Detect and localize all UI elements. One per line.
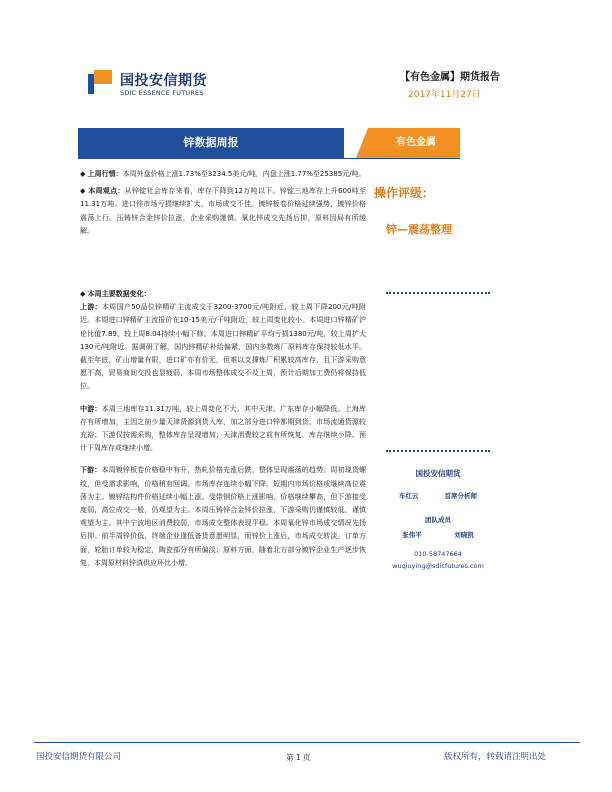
- footer-rights: 版权所有，转载请注明出处: [444, 752, 547, 762]
- view-text: 从锌锭社会库存来看，库存下降到12万吨以下。锌锭三地库存上升600吨至11.31万吨。进口锌市场亏损继续扩大，市场成交不佳。镀锌板卷价格延续强势，镀锌价格震荡上行。压铸锌合金锌价拉涨，企业采购谨慎。氧化锌成交先扬后抑，原料因局有所缓解。: [80, 187, 367, 235]
- company-name-en: SDIC ESSENCE FUTURES: [120, 89, 204, 97]
- member-name: 刘晓凯: [454, 531, 474, 539]
- rating-value: 锌—震荡整理: [386, 223, 452, 236]
- midstream-paragraph: [80, 403, 366, 456]
- last-week-paragraph: ◆ 上周行情：本周外盘价格上涨1.73%至3234.5美元/吨，内盘上涨1.77%至25385元/吨。: [80, 170, 366, 178]
- changes-heading: 本周主要数据变化：: [87, 290, 151, 298]
- footer-divider: [34, 742, 580, 743]
- contact-email[interactable]: wuqiuying@sdicfutures.com: [392, 562, 484, 570]
- midstream-text: 本周三地库存11.31万吨，较上周变化不大。其中天津、广东库存小幅降低。上海库存有所增加，主因之前少量天津货源到货入库，加之部分进口锌都期到货，市场流通货源较充裕；下游仅按需采购，整体库存呈现增加；天津消费较之前有所恢复，库存继续小降。预计下周库存或继续小增。: [80, 404, 367, 453]
- report-type: 【有色金属】期货报告: [400, 72, 500, 83]
- footer-company: 国投安信期货有限公司: [36, 752, 122, 762]
- midstream-label: 中游：: [80, 404, 102, 413]
- last-week-text: 本周外盘价格上涨1.73%至3234.5美元/吨，内盘上涨1.77%至25385元/吨。: [122, 170, 366, 178]
- upstream-label: 上游：: [80, 303, 102, 312]
- company-logo-icon: [86, 68, 114, 96]
- downstream-paragraph: [80, 464, 366, 570]
- analyst-title: 首席分析师: [444, 492, 477, 500]
- analyst-name: 车红云: [399, 492, 419, 500]
- members-row: [386, 530, 490, 539]
- report-title: 锌数据周报: [183, 136, 239, 149]
- changes-heading-paragraph: ◆ 本周主要数据变化：: [80, 290, 151, 298]
- member-name: 张伟平: [402, 531, 422, 539]
- view-paragraph: ◆ 本周观点：从锌锭社会库存来看，库存下降到12万吨以下。锌锭三地库存上升600吨至11.31万吨。进口锌市场亏损继续扩大，市场成交不佳。镀锌板卷价格延续强势，镀锌价格震荡上行。压铸锌合金锌价拉涨，企业采购谨慎。氧化锌成交先扬后抑，原料因局有所缓解。: [80, 187, 367, 235]
- banner-divider: [78, 158, 460, 159]
- data-changes-section: [80, 288, 366, 570]
- sector-label: 有色金属: [396, 137, 436, 148]
- sidebar-divider-top: [386, 292, 490, 294]
- summary-section: [80, 168, 366, 238]
- report-date: 2017年11月27日: [408, 90, 481, 100]
- members-label: 团队成员: [425, 516, 451, 524]
- downstream-text: 本周镀锌板卷价格稳中有升，热轧价格先涨后跌，整体呈现震荡的趋势。周初现货螺纹，但受需求影响，价格稍有回调。市场库存连续小幅下降，短期内市场价格或继续高位震荡为主。镀锌结构件价格延续小幅上涨。受带钢价格上涨影响，价格继续攀高，但下游接受度弱，高位成交一般，仍观望为主。本周压铸锌合金锌价拉涨，下游采购仍谨慎较低，谨慎观望为主。其中宁波地区消费较弱，市场成交整体表现平稳。本周氧化锌市场成交情况先扬后抑。前半周锌价低，终端企业逢低备货意愿明显，而锌价上涨后，市场成交转淡。订单方面，轮胎订单较为稳定，陶瓷部分有所偏淡；原料方面，随着北方部分镀锌企业生产逐步恢复，本周原材料锌渣供应环比小增。: [80, 466, 367, 567]
- sidebar-divider-bottom: [386, 450, 490, 452]
- team-name: 国投安信期货: [415, 469, 461, 478]
- company-name-cn: 国投安信期货: [120, 73, 207, 89]
- rating-label: 操作评级：: [374, 186, 435, 200]
- analyst-row: [386, 491, 490, 500]
- contact-phone: 010-58747664: [414, 550, 462, 558]
- view-label: 本周观点：: [88, 187, 125, 196]
- last-week-label: 上周行情：: [87, 170, 123, 178]
- upstream-paragraph: [80, 301, 366, 393]
- upstream-text: 本周国产50品位锌精矿主流成交于3200-3700元/吨附近，较上周下降200元/吨附近。本周进口锌精矿主流报价在10-15美元/干吨附近，较上周变化较小。本周进口锌精矿沪伦比值7.89，较上周8.04持续小幅下修。本周进口锌精矿平均亏损1380元/吨，较上周扩大130元/吨附近。据调研了解，国内锌精矿补给偏紧，国内多数炼厂原料库存保持较低水平。截至年底，矿山增量有限，进口矿亦有价无，但难以支撑炼厂积累较高库存，且下游采购意愿不高，贸易商间交投也显疲弱，本周市场整体成交不及上周，预计后期加工费仍将保持低位。: [80, 303, 367, 391]
- page-number: 第 1 页: [286, 753, 311, 762]
- downstream-label: 下游：: [80, 466, 102, 475]
